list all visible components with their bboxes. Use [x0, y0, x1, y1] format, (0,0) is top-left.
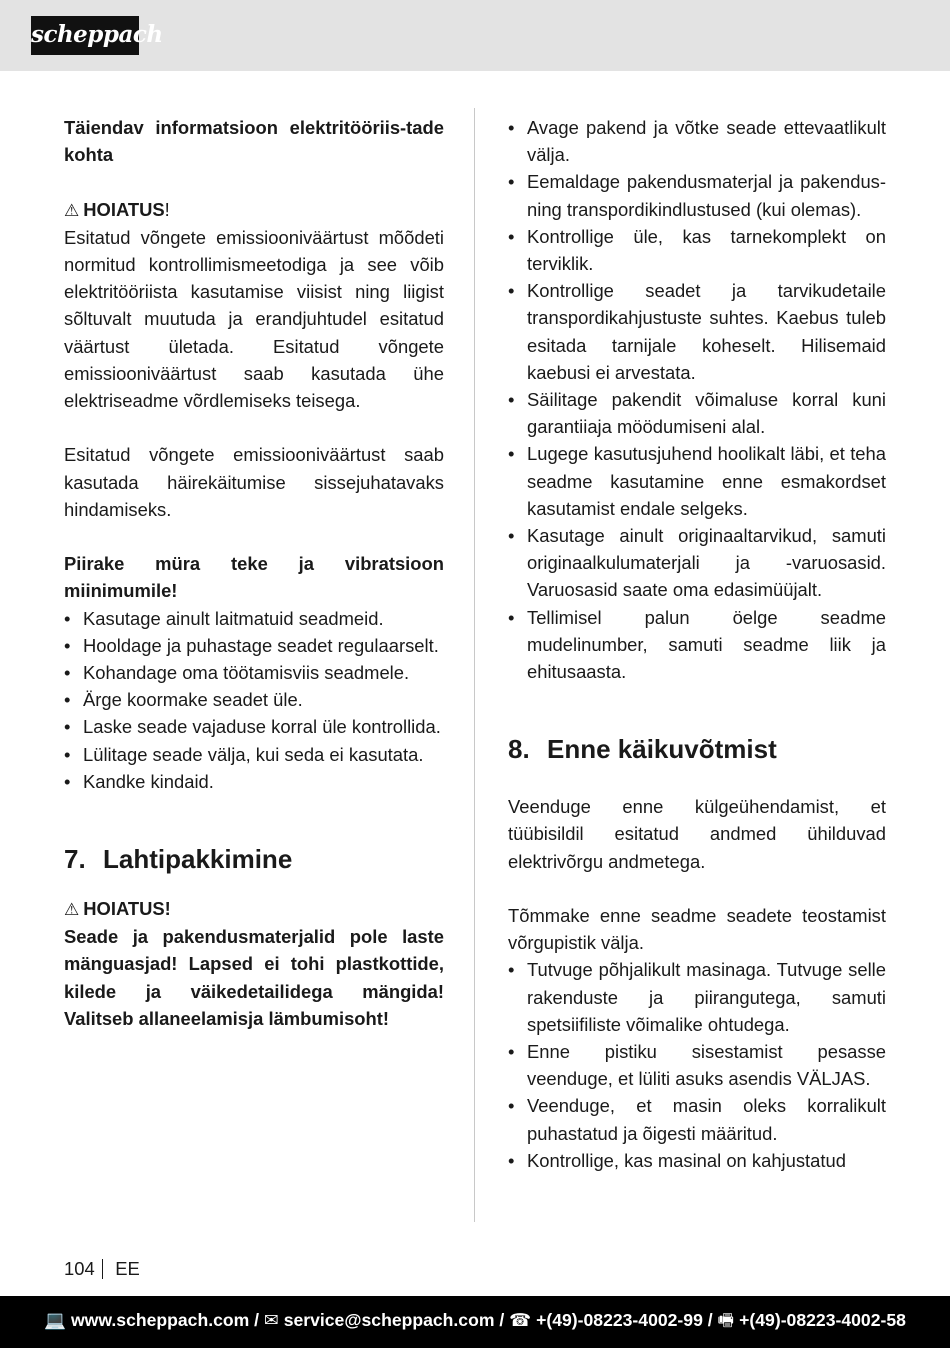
info-heading: Täiendav informatsioon elektritööriis-tade kohta — [64, 117, 444, 166]
warning-text: Seade ja pakendusmaterjalid pole laste mänguasjad! Lapsed ei tohi plastkottide, kilede ja väikedetailidega mängida! Valitseb allaneelamisja lämbumisoht! — [64, 926, 444, 1029]
scheppach-logo: scheppach — [31, 16, 139, 55]
list-item: • Eemaldage pakendusmaterjal ja pakendus- ning transpordikindlustused (kui olemas). — [508, 171, 886, 220]
list-item: • Hooldage ja puhastage seadet regulaarselt. — [64, 634, 439, 656]
warning-heading: ⚠ HOIATUS! — [64, 198, 170, 220]
check-bullet-list — [508, 956, 886, 1174]
phone-icon: ☎ — [509, 1310, 532, 1330]
fax-icon: 🖷 — [717, 1310, 735, 1330]
header-band — [0, 0, 950, 71]
right-column — [508, 114, 886, 1174]
list-item: • Tellimisel palun öelge seadme mudelinumber, samuti seadme liik ja ehitusaasta. — [508, 606, 886, 683]
left-column — [64, 114, 444, 1032]
language-code: EE — [115, 1258, 140, 1279]
section-8-title: 8. Enne käikuvõtmist — [508, 734, 777, 765]
list-item: • Lülitage seade välja, kui seda ei kasutata. — [64, 743, 424, 765]
list-item: • Lugege kasutusjuhend hoolikalt läbi, et teha seadme kasutamine enne esmakordset kasutamist endale selgeks. — [508, 443, 886, 519]
phone-number: +(49)-08223-4002-99 — [536, 1310, 703, 1330]
list-item: • Laske seade vajaduse korral üle kontrollida. — [64, 716, 441, 738]
list-item: • Kontrollige üle, kas tarnekomplekt on terviklik. — [508, 225, 886, 275]
section-7-title: 7. Lahtipakkimine — [64, 844, 293, 875]
divider — [102, 1259, 104, 1279]
list-item: • Veenduge, et masin oleks korralikult puhastatud ja õigesti määritud. — [508, 1095, 886, 1144]
email-link[interactable]: service@scheppach.com — [283, 1310, 495, 1330]
page-number: 104 — [64, 1258, 95, 1279]
page-number-block — [64, 1257, 140, 1281]
list-item: • Kandke kindaid. — [64, 770, 214, 792]
list-item: • Enne pistiku sisestamist pesasse veenduge, et lüliti asuks asendis VÄLJAS. — [508, 1041, 886, 1090]
computer-icon: 💻 — [44, 1310, 66, 1330]
warning-triangle-icon: ⚠ — [64, 200, 80, 220]
warning-heading: ⚠ HOIATUS! — [64, 898, 171, 920]
mail-icon: ✉ — [263, 1310, 279, 1330]
list-item: • Kontrollige, kas masinal on kahjustatud — [508, 1149, 846, 1171]
list-item: • Ärge koormake seadet üle. — [64, 689, 303, 711]
list-item: • Kontrollige seadet ja tarvikudetaile transpordikahjustuste suhtes. Kaebus tuleb esitada tarnijale koheselt. Hilisemaid kaebusi ei arvestata. — [508, 280, 886, 383]
noise-heading: Piirake müra teke ja vibratsioon miinimumile! — [64, 553, 444, 602]
paragraph: Esitatud võngete emissiooniväärtust saab kasutada häirekäitumise sissejuhatavaks hindamiseks. — [64, 444, 444, 520]
list-item: • Kasutage ainult originaaltarvikud, samuti originaalkulumaterjali ja -varuosasid. Varuosasid saate oma edasimüüjalt. — [508, 525, 886, 601]
list-item: • Avage pakend ja võtke seade ettevaatlikult välja. — [508, 117, 886, 166]
warning-triangle-icon: ⚠ — [64, 900, 80, 920]
column-divider — [474, 108, 475, 1222]
noise-bullet-list — [64, 605, 444, 795]
list-item: • Kohandage oma töötamisviis seadmele. — [64, 662, 410, 684]
fax-number: +(49)-08223-4002-58 — [739, 1310, 906, 1330]
website-link[interactable]: www.scheppach.com — [71, 1310, 250, 1330]
paragraph: Veenduge enne külgeühendamist, et tüübisildil esitatud andmed ühilduvad elektrivõrgu andmetega. — [508, 796, 886, 872]
footer-contact-bar: 💻 www.scheppach.com / ✉ service@scheppach.com / ☎ +(49)-08223-4002-99 / 🖷 +(49)-08223-4002-58 — [0, 1296, 950, 1348]
unpack-bullet-list — [508, 114, 886, 685]
list-item: • Tutvuge põhjalikult masinaga. Tutvuge selle rakenduste ja piirangutega, samuti spetsiifiliste võimalike ohtudega. — [508, 959, 886, 1035]
list-item: • Kasutage ainult laitmatuid seadmeid. — [64, 607, 384, 629]
paragraph: Tõmmake enne seadme seadete teostamist võrgupistik välja. — [508, 905, 886, 954]
warning-text: Esitatud võngete emissiooniväärtust mõõdeti normitud kontrollimismeetodiga ja see võib elektritööriista kasutamise viisist ning liigist sõltuvalt muutuda ja erandjuhtudel esitatud väärtust ületada. Esitatud võngete emissiooniväärtust saab kasutada ühe elektriseadme võrdlemiseks teisega. — [64, 226, 444, 412]
list-item: • Säilitage pakendit võimaluse korral kuni garantiiaja möödumiseni alal. — [508, 389, 886, 438]
